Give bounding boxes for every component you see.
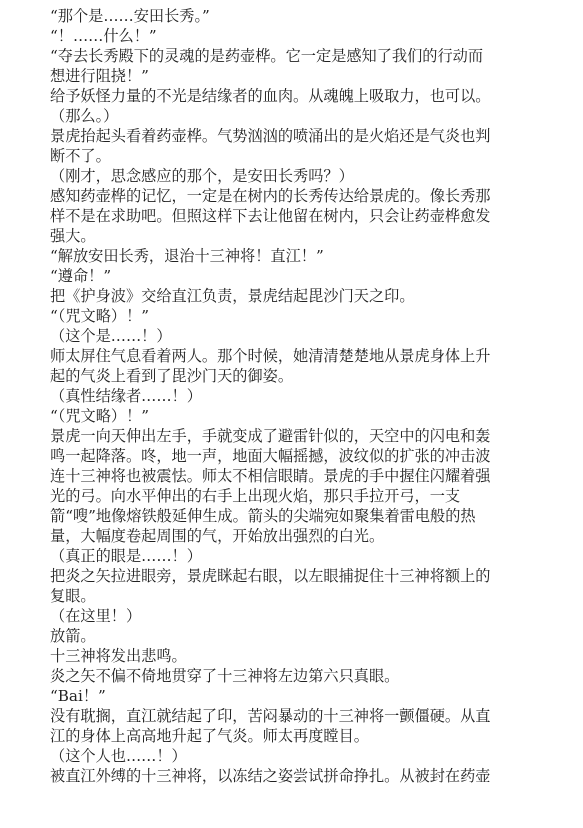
text-line: 景虎抬起头看着药壶桦。气势汹汹的喷涌出的是火焰还是气炎也判 [50,127,491,145]
text-line: 量，大幅度卷起周围的气，开始放出强烈的白光。 [50,527,385,545]
text-line: “Bai！” [50,687,106,705]
text-line: 样不是在求助吧。但照这样下去让他留在树内，只会让药壶桦愈发 [50,207,491,225]
text-line: 强大。 [50,227,96,245]
text-line: （真性结缘者……！） [50,387,202,405]
text-line: “（咒文略）！” [50,307,150,325]
text-line: （在这里！） [50,607,142,625]
text-line: 断不了。 [50,147,111,165]
text-line: （这个是……！） [50,327,172,345]
text-line: 把炎之矢拉进眼旁，景虎眯起右眼，以左眼捕捉住十三神将额上的 [50,567,491,585]
text-line: （刚才，思念感应的那个，是安田长秀吗？） [50,167,354,185]
text-line: 景虎一向天伸出左手，手就变成了避雷针似的，天空中的闪电和轰 [50,427,491,445]
text-line: 复眼。 [50,587,96,605]
text-line: 给予妖怪力量的不光是结缘者的血肉。从魂魄上吸取力，也可以。 [50,87,491,105]
text-line: （真正的眼是……！） [50,547,202,565]
text-line: 鸣一起降落。咚，地一声，地面大幅摇撼，波纹似的扩张的冲击波 [50,447,491,465]
text-line: “（咒文略）！” [50,407,150,425]
text-line: 放箭。 [50,627,96,645]
text-line: （那么。） [50,107,119,125]
text-line: 箭“嗖”地像熔铁般延伸生成。箭头的尖端宛如聚集着雷电般的热 [50,507,476,525]
text-line: 被直江外缚的十三神将，以冻结之姿尝试拼命挣扎。从被封在药壶 [50,767,491,785]
document-page [50,6,568,786]
text-line: （这个人也……！） [50,747,187,765]
text-line: 十三神将发出悲鸣。 [50,647,187,665]
text-line: 师太屏住气息看着两人。那个时候，她清清楚楚地从景虎身体上升 [50,347,491,365]
text-line: 起的气炎上看到了毘沙门天的御姿。 [50,367,293,385]
text-line: 光的弓。向水平伸出的右手上出现火焰，那只手拉开弓，一支 [50,487,461,505]
text-line: 把《护身波》交给直江负责，景虎结起毘沙门天之印。 [50,287,415,305]
text-line: “夺去长秀殿下的灵魂的是药壶桦。它一定是感知了我们的行动而 [50,47,484,65]
text-line: “遵命！” [50,267,112,285]
text-line: “那个是……安田长秀。” [50,7,210,25]
text-line: 炎之矢不偏不倚地贯穿了十三神将左边第六只真眼。 [50,667,400,685]
text-line: 感知药壶桦的记忆，一定是在树内的长秀传达给景虎的。像长秀那 [50,187,491,205]
text-line: 没有耽搁，直江就结起了印，苦闷暴动的十三神将一颤僵硬。从直 [50,707,491,725]
text-line: “解放安田长秀，退治十三神将！直江！” [50,247,324,265]
text-line: 连十三神将也被震怯。师太不相信眼睛。景虎的手中握住闪耀着强 [50,467,491,485]
text-line: 想进行阻挠！” [50,67,149,85]
text-line: 江的身体上高高地升起了气炎。师太再度瞠目。 [50,727,369,745]
text-line: “！……什么！” [50,27,157,45]
